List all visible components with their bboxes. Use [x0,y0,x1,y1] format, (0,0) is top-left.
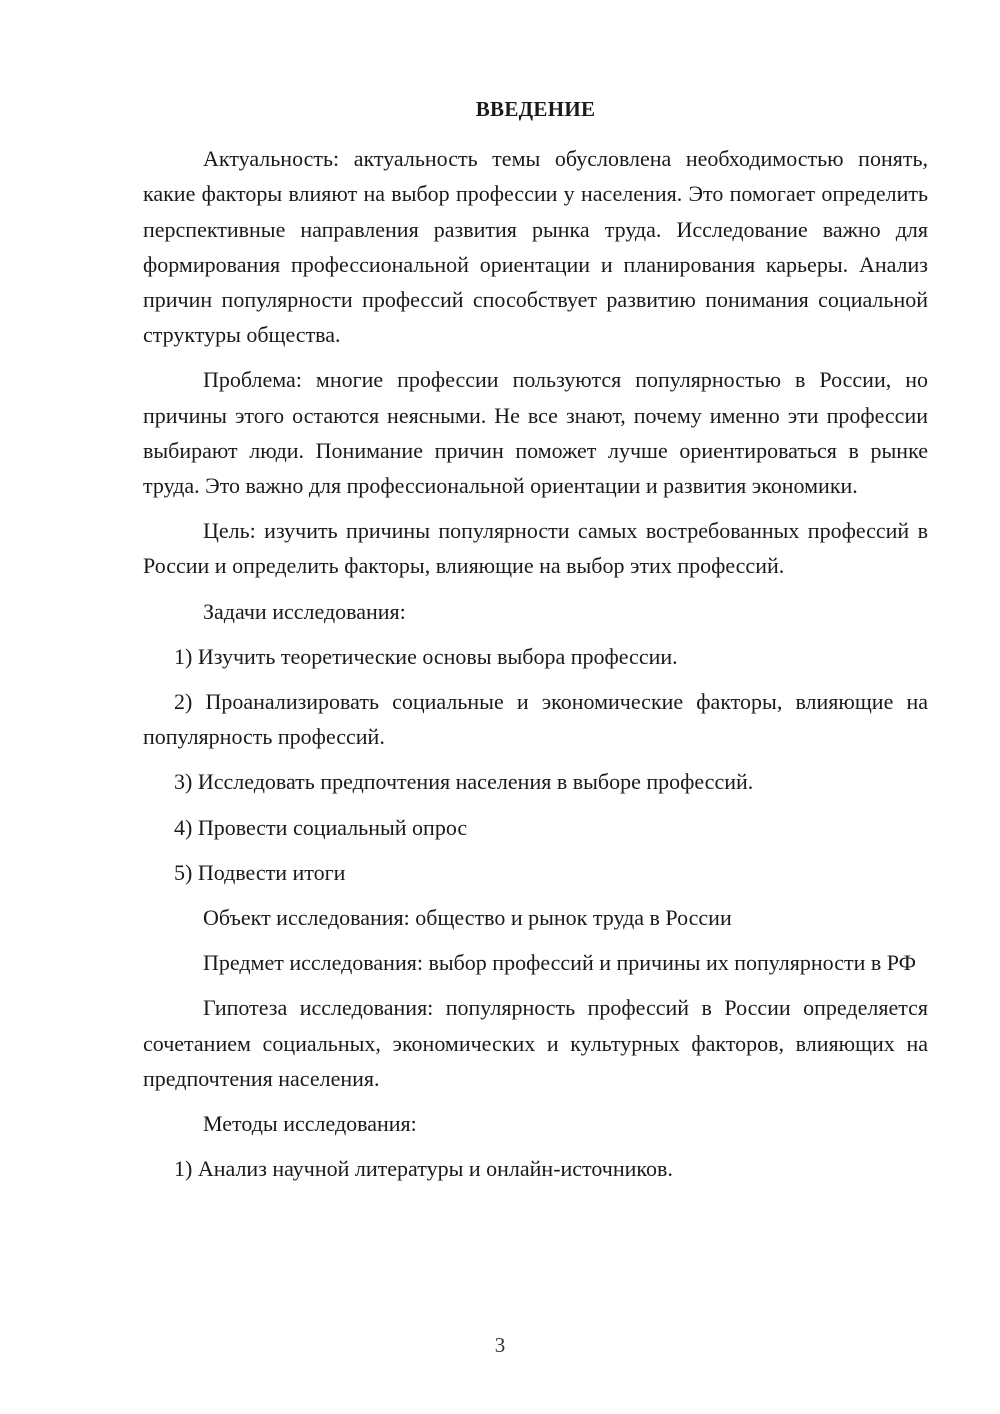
task-item: 1) Изучить теоретические основы выбора профессии. [174,643,678,669]
relevance-paragraph: Актуальность: актуальность темы обусловлена необходимостью понять, какие факторы влияют на выбор профессии у населения. Это помогает определить перспективные направления развития рынка труда. Исследование важно для формирования профессиональной ориентации и планирования карьеры. Анализ причин популярности профессий способствует развитию понимания социальной структуры общества. [143,146,928,348]
task-item: 4) Провести социальный опрос [174,814,468,840]
goal-paragraph: Цель: изучить причины популярности самых востребованных профессий в России и определить факторы, влияющие на выбор этих профессий. [143,518,928,579]
object-paragraph: Объект исследования: общество и рынок труда в России [203,905,732,931]
task-item: 3) Исследовать предпочтения населения в выборе профессий. [174,769,754,795]
task-item: 5) Подвести итоги [174,859,346,885]
hypothesis-paragraph: Гипотеза исследования: популярность профессий в России определяется сочетанием социальных, экономических и культурных факторов, влияющих на предпочтения населения. [143,995,928,1091]
methods-heading: Методы исследования: [203,1111,417,1137]
problem-paragraph: Проблема: многие профессии пользуются популярностью в России, но причины этого остаются неясными. Не все знают, почему именно эти профессии выбирают люди. Понимание причин поможет лучше ориентироваться в рынке труда. Это важно для профессиональной ориентации и развития экономики. [143,367,928,499]
document-page [143,92,928,1196]
tasks-heading: Задачи исследования: [203,598,406,624]
method-item: 1) Анализ научной литературы и онлайн-источников. [174,1156,673,1182]
task-item: 2) Проанализировать социальные и экономические факторы, влияющие на популярность профессий. [143,689,928,750]
subject-paragraph: Предмет исследования: выбор профессий и причины их популярности в РФ [203,950,916,976]
page-number: 3 [494,1333,506,1357]
section-title: ВВЕДЕНИЕ [475,97,596,121]
